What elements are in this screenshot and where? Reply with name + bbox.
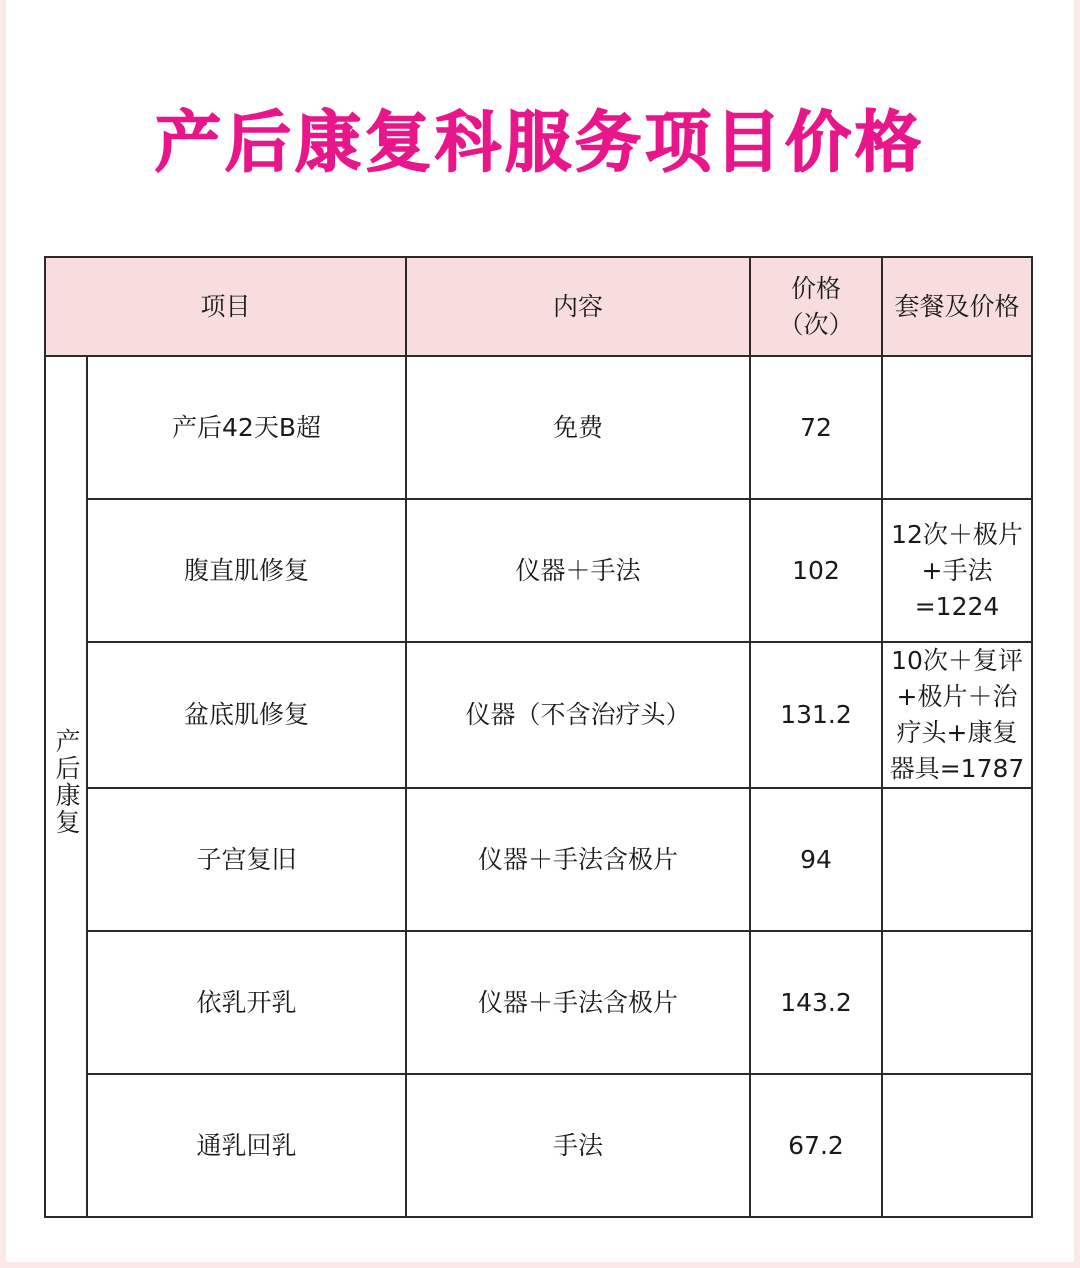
page-title: 产后康复科服务项目价格 <box>155 103 925 181</box>
table-row <box>45 356 1032 499</box>
item-cell: 产后42天B超 <box>87 356 406 499</box>
package-cell <box>882 788 1032 931</box>
price-table <box>44 256 1033 1218</box>
price-cell: 102 <box>750 499 882 642</box>
item-cell: 腹直肌修复 <box>87 499 406 642</box>
package-cell: 10次＋复评 +极片＋治 疗头+康复 器具=1787 <box>882 642 1032 788</box>
content-cell: 仪器＋手法含极片 <box>406 788 750 931</box>
header-item: 项目 <box>45 257 406 356</box>
price-cell: 131.2 <box>750 642 882 788</box>
price-cell: 94 <box>750 788 882 931</box>
category-label: 产后康复 <box>52 727 81 836</box>
price-cell: 72 <box>750 356 882 499</box>
item-cell: 子宫复旧 <box>87 788 406 931</box>
table-header-row <box>45 257 1032 356</box>
item-cell: 通乳回乳 <box>87 1074 406 1217</box>
table-row <box>45 931 1032 1074</box>
content-cell: 仪器＋手法 <box>406 499 750 642</box>
package-cell <box>882 1074 1032 1217</box>
category-cell <box>45 356 87 1217</box>
header-package: 套餐及价格 <box>882 257 1032 356</box>
table-row <box>45 499 1032 642</box>
header-price: 价格 （次） <box>750 257 882 356</box>
header-content: 内容 <box>406 257 750 356</box>
table-row <box>45 788 1032 931</box>
table-row <box>45 642 1032 788</box>
content-cell: 手法 <box>406 1074 750 1217</box>
item-cell: 盆底肌修复 <box>87 642 406 788</box>
item-cell: 依乳开乳 <box>87 931 406 1074</box>
content-cell: 免费 <box>406 356 750 499</box>
package-cell: 12次＋极片 +手法 =1224 <box>882 499 1032 642</box>
package-cell <box>882 356 1032 499</box>
content-cell: 仪器（不含治疗头） <box>406 642 750 788</box>
content-cell: 仪器＋手法含极片 <box>406 931 750 1074</box>
package-cell <box>882 931 1032 1074</box>
table-row <box>45 1074 1032 1217</box>
price-cell: 143.2 <box>750 931 882 1074</box>
price-cell: 67.2 <box>750 1074 882 1217</box>
